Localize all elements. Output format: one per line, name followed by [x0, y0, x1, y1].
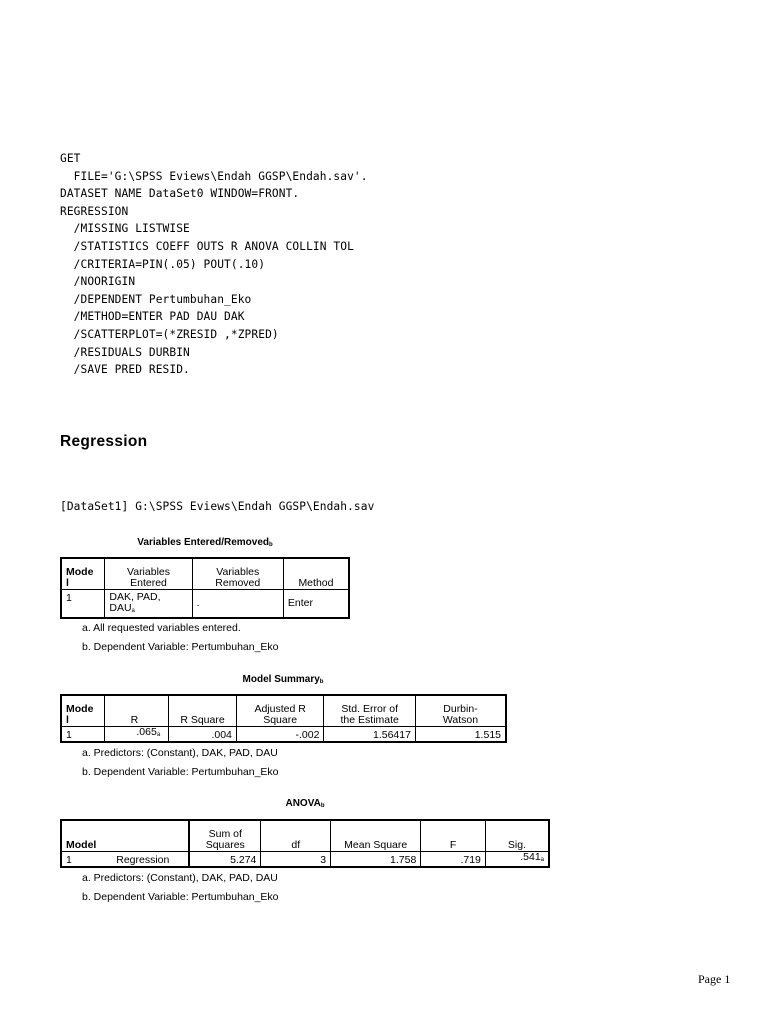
cell-r-sup: a [156, 732, 161, 738]
syntax-block [60, 150, 368, 379]
header-adj-line1: Adjusted R [254, 702, 306, 715]
header-removed-line1: Variables [216, 565, 260, 578]
anova-title-sup: b [320, 803, 325, 809]
header-mean-square: Mean Square [331, 820, 421, 851]
cell-sig-sup: a [540, 857, 544, 863]
cell-entered-line1: DAK, PAD, [109, 591, 161, 603]
variables-table-title-sup: b [269, 542, 273, 548]
dataset-line: [DataSet1] G:\SPSS Eviews\Endah GGSP\Endah.sav [60, 500, 375, 513]
header-model-line2: l [66, 576, 69, 589]
header-stderr-line1: Std. Error of [341, 702, 398, 715]
header-method: Method [283, 558, 349, 589]
cell-r-square: .004 [169, 726, 237, 742]
header-model-line2: l [66, 713, 69, 726]
footnote: a. Predictors: (Constant), DAK, PAD, DAU [82, 872, 278, 884]
header-ss-line1: Sum of [208, 827, 242, 840]
syntax-line: /MISSING LISTWISE [60, 222, 190, 236]
header-dw-line1: Durbin- [443, 702, 478, 715]
anova-title [60, 798, 550, 809]
header-adjusted-r-square [236, 695, 324, 726]
header-stderr-line2: the Estimate [340, 713, 399, 726]
header-model: Model [61, 820, 189, 851]
syntax-line: /STATISTICS COEFF OUTS R ANOVA COLLIN TOL [60, 239, 354, 253]
page-number: Page 1 [698, 972, 731, 986]
header-dw-line2: Watson [442, 713, 479, 726]
cell-df: 3 [261, 851, 331, 867]
cell-adjusted-r-square: -.002 [236, 726, 324, 742]
cell-model: 1 [61, 589, 105, 618]
header-ss-line2: Squares [205, 838, 245, 851]
syntax-line: GET [60, 152, 81, 165]
header-model-line1: Mode [66, 565, 94, 578]
footnote: b. Dependent Variable: Pertumbuhan_Eko [82, 891, 279, 903]
header-r: R [105, 695, 169, 726]
header-df: df [261, 820, 331, 851]
table-row [61, 851, 549, 867]
footnote: b. Dependent Variable: Pertumbuhan_Eko [82, 766, 279, 778]
variables-table-title-text: Variables Entered/Removed [137, 537, 270, 548]
table-header-row [61, 820, 549, 851]
header-adj-line2: Square [263, 713, 298, 726]
anova-table [60, 819, 550, 868]
model-summary-title-text: Model Summary [242, 674, 320, 685]
cell-method: Enter [283, 589, 349, 618]
variables-table [60, 557, 350, 619]
variables-table-title [60, 537, 350, 548]
header-sig: Sig. [485, 820, 549, 851]
cell-entered-line2: DAU [109, 602, 132, 614]
header-sum-of-squares [189, 820, 261, 851]
header-entered [105, 558, 192, 589]
model-summary-table [60, 694, 507, 743]
header-durbin-watson [415, 695, 506, 726]
footnote: b. Dependent Variable: Pertumbuhan_Eko [82, 641, 279, 653]
cell-sig-value: .541 [520, 851, 541, 863]
syntax-line: REGRESSION [60, 204, 129, 218]
cell-model: 1 [61, 726, 105, 742]
header-std-error [324, 695, 416, 726]
header-model [61, 695, 105, 726]
cell-sum-of-squares: 5.274 [189, 851, 261, 867]
syntax-line: DATASET NAME DataSet0 WINDOW=FRONT. [60, 187, 300, 201]
table-header-row [61, 695, 506, 726]
cell-entered [105, 589, 192, 618]
cell-r-value: .065 [136, 726, 157, 738]
header-r-square: R Square [169, 695, 237, 726]
table-header-row [61, 558, 349, 589]
footnote: a. Predictors: (Constant), DAK, PAD, DAU [82, 747, 278, 759]
syntax-line: /METHOD=ENTER PAD DAU DAK [60, 310, 245, 324]
header-model [61, 558, 105, 589]
syntax-line: /SCATTERPLOT=(*ZRESID ,*ZPRED) [60, 327, 279, 341]
cell-f: .719 [421, 851, 486, 867]
header-model-line1: Mode [66, 702, 94, 715]
cell-removed: . [192, 589, 283, 618]
model-summary-title [60, 674, 506, 685]
syntax-line: /SAVE PRED RESID. [60, 363, 190, 377]
cell-mean-square: 1.758 [331, 851, 421, 867]
footnote: a. All requested variables entered. [82, 622, 241, 634]
table-row [61, 726, 506, 742]
model-summary-title-sup: b [319, 679, 324, 685]
anova-title-text: ANOVA [285, 798, 321, 809]
header-entered-line1: Variables [127, 565, 170, 578]
cell-durbin-watson: 1.515 [415, 726, 506, 742]
syntax-line: /NOORIGIN [60, 275, 136, 289]
cell-sig [485, 851, 549, 867]
header-entered-line2: Entered [130, 576, 167, 589]
header-removed-line2: Removed [215, 576, 261, 589]
syntax-line: /DEPENDENT Pertumbuhan_Eko [60, 292, 252, 306]
table-row [61, 589, 349, 618]
section-heading: Regression [60, 433, 148, 450]
syntax-line: /RESIDUALS DURBIN [60, 345, 190, 359]
syntax-line: /CRITERIA=PIN(.05) POUT(.10) [60, 257, 266, 271]
header-removed [192, 558, 283, 589]
cell-std-error: 1.56417 [324, 726, 416, 742]
cell-r [105, 726, 169, 742]
syntax-line: FILE='G:\SPSS Eviews\Endah GGSP\Endah.sav'. [60, 169, 368, 183]
cell-entered-sup: a [131, 608, 135, 614]
cell-model: 1 [61, 851, 112, 867]
cell-row-label: Regression [112, 851, 189, 867]
header-f: F [421, 820, 486, 851]
